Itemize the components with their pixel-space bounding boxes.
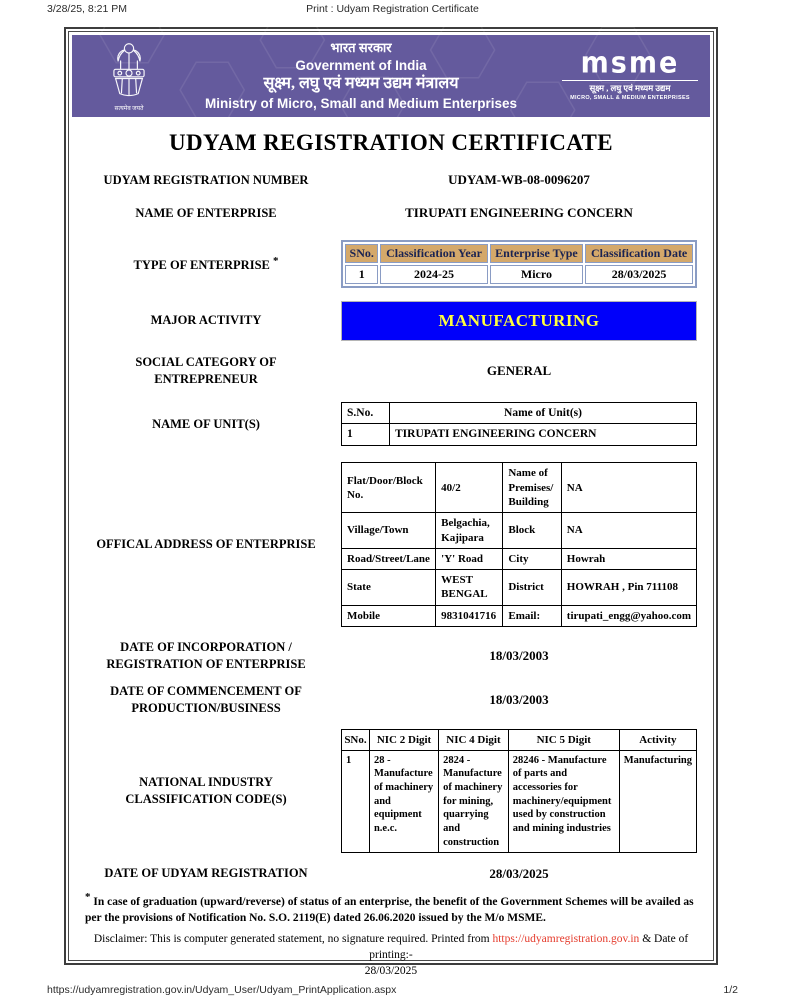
table-cell: Village/Town <box>342 513 436 549</box>
address-label: OFFICAL ADDRESS OF ENTERPRISE <box>96 537 316 552</box>
commencement-date-row <box>85 683 697 717</box>
table-cell: tirupati_engg@yahoo.com <box>561 605 696 626</box>
table-row <box>342 463 697 513</box>
enterprise-name-row <box>85 205 697 222</box>
table-cell: Road/Street/Lane <box>342 548 436 569</box>
social-category-row <box>85 354 697 388</box>
table-row <box>342 605 697 626</box>
table-row <box>342 548 697 569</box>
browser-print-footer <box>47 984 738 996</box>
banner-govt: Government of India <box>295 57 427 73</box>
banner-hindi-ministry: सूक्ष्म, लघु एवं मध्यम उद्यम मंत्रालय <box>263 75 459 93</box>
udyam-portal-link[interactable]: https://udyamregistration.gov.in <box>492 933 640 946</box>
major-activity-value: MANUFACTURING <box>341 301 697 341</box>
commencement-date-label: DATE OF COMMENCEMENT OF PRODUCTION/BUSINESS <box>110 683 302 715</box>
print-footer-url: https://udyamregistration.gov.in/Udyam_User/Udyam_PrintApplication.aspx <box>47 984 397 996</box>
msme-logo-hindi: सूक्ष्म , लघु एवं मध्यम उद्यम <box>562 80 698 94</box>
table-cell: 9831041716 <box>436 605 503 626</box>
address-row <box>85 462 697 627</box>
table-cell: Flat/Door/Block No. <box>342 463 436 513</box>
table-cell: 1 <box>342 750 370 852</box>
table-cell: Micro <box>490 265 584 284</box>
table-cell: NA <box>561 463 696 513</box>
table-header-cell: Activity <box>619 729 696 750</box>
table-cell: 28246 - Manufacture of parts and accessories for machinery/equipment used by construction and mining industries <box>508 750 619 852</box>
footnote: * In case of graduation (upward/reverse) of status of an enterprise, the benefit of the Government Schemes will be availed as per the provisions of Notification No. S.O. 2119(E) dated 26.06.2020 issued by the M/o MSME. <box>85 891 694 925</box>
table-header-cell: Classification Date <box>585 244 693 263</box>
banner-text <box>160 40 562 113</box>
enterprise-name-value: TIRUPATI ENGINEERING CONCERN <box>405 205 633 221</box>
table-cell: District <box>503 570 561 606</box>
units-label: NAME OF UNIT(S) <box>152 416 260 431</box>
certificate-sheet <box>64 27 718 978</box>
table-header-cell: Name of Unit(s) <box>390 402 697 424</box>
table-row <box>342 750 697 852</box>
table-header-cell: SNo. <box>342 729 370 750</box>
table-cell: City <box>503 548 561 569</box>
type-asterisk: * <box>273 254 279 267</box>
table-cell: Belgachia, Kajipara <box>436 513 503 549</box>
certificate-inner-border <box>68 31 714 978</box>
certificate-body <box>69 172 713 980</box>
table-cell: NA <box>561 513 696 549</box>
msme-logo <box>562 46 698 101</box>
table-cell: 28/03/2025 <box>585 265 693 284</box>
enterprise-name-label: NAME OF ENTERPRISE <box>135 205 277 220</box>
disclaimer <box>85 931 697 979</box>
table-cell: 2024-25 <box>380 265 487 284</box>
table-row <box>345 265 693 284</box>
enterprise-type-label: TYPE OF ENTERPRISE * <box>133 254 279 272</box>
banner-ministry: Ministry of Micro, Small and Medium Enterprises <box>204 95 518 111</box>
table-cell: Email: <box>503 605 561 626</box>
incorporation-date-value: 18/03/2003 <box>489 647 549 663</box>
table-header-row <box>342 729 697 750</box>
print-datetime: 3/28/25, 8:21 PM <box>47 3 127 15</box>
table-cell: HOWRAH , Pin 711108 <box>561 570 696 606</box>
certificate-title: UDYAM REGISTRATION CERTIFICATE <box>168 130 613 155</box>
registration-number-label: UDYAM REGISTRATION NUMBER <box>103 173 309 187</box>
printing-date: 28/03/2025 <box>364 965 418 978</box>
nic-label: NATIONAL INDUSTRY CLASSIFICATION CODE(S) <box>125 775 287 806</box>
print-page-title: Print : Udyam Registration Certificate <box>306 3 479 15</box>
table-header-cell: NIC 2 Digit <box>369 729 438 750</box>
table-cell: 2824 - Manufacture of machinery for mining, quarrying and construction <box>439 750 509 852</box>
table-cell: Mobile <box>342 605 436 626</box>
table-header-cell: S.No. <box>342 402 390 424</box>
commencement-date-value: 18/03/2003 <box>489 691 549 707</box>
table-header-cell: Enterprise Type <box>490 244 584 263</box>
india-emblem-icon <box>98 40 160 112</box>
units-table <box>341 402 697 447</box>
table-cell: Name of Premises/ Building <box>503 463 561 513</box>
table-cell: TIRUPATI ENGINEERING CONCERN <box>390 424 697 446</box>
banner-hindi-govt: भारत सरकार <box>330 39 392 55</box>
govt-banner <box>72 35 710 117</box>
table-row <box>342 570 697 606</box>
table-header-cell: NIC 4 Digit <box>439 729 509 750</box>
table-row <box>342 513 697 549</box>
msme-logo-wordmark: msme <box>580 46 680 81</box>
table-cell: 28 - Manufacture of machinery and equipment n.e.c. <box>369 750 438 852</box>
udyam-registration-date-row <box>85 865 697 882</box>
udyam-registration-date-value: 28/03/2025 <box>489 865 549 881</box>
table-header-cell: SNo. <box>345 244 378 263</box>
table-cell: WEST BENGAL <box>436 570 503 606</box>
udyam-registration-date-label: DATE OF UDYAM REGISTRATION <box>104 866 308 881</box>
incorporation-date-label: DATE OF INCORPORATION / REGISTRATION OF ENTERPRISE <box>106 640 306 671</box>
table-row <box>342 424 697 446</box>
browser-print-header <box>0 3 785 17</box>
units-row <box>85 402 697 447</box>
address-table <box>341 462 697 627</box>
emblem-caption: सत्यमेव जयते <box>114 106 144 112</box>
print-footer-page-number: 1/2 <box>723 984 738 996</box>
table-header-row <box>342 402 697 424</box>
table-cell: Manufacturing <box>619 750 696 852</box>
table-cell: State <box>342 570 436 606</box>
major-activity-row <box>85 301 697 341</box>
nic-table <box>341 729 697 854</box>
table-cell: 1 <box>342 424 390 446</box>
registration-number-value: UDYAM-WB-08-0096207 <box>448 172 590 188</box>
enterprise-type-row <box>85 240 697 288</box>
registration-number-row <box>85 172 697 189</box>
social-category-value: GENERAL <box>486 362 552 378</box>
disclaimer-text: Disclaimer: This is computer generated statement, no signature required. Printed from <box>93 933 490 946</box>
table-cell: Howrah <box>561 548 696 569</box>
nic-row <box>85 729 697 854</box>
table-header-row <box>345 244 693 263</box>
classification-table <box>341 240 697 288</box>
footnote-asterisk: * <box>85 891 91 904</box>
social-category-label: SOCIAL CATEGORY OF ENTREPRENEUR <box>135 354 277 386</box>
table-cell: Block <box>503 513 561 549</box>
table-cell: 40/2 <box>436 463 503 513</box>
msme-logo-caption: MICRO, SMALL & MEDIUM ENTERPRISES <box>570 94 690 101</box>
major-activity-label: MAJOR ACTIVITY <box>150 313 262 328</box>
table-cell: 1 <box>345 265 378 284</box>
disclaimer-suffix: & Date of printing:- <box>369 933 689 962</box>
table-cell: 'Y' Road <box>436 548 503 569</box>
table-header-cell: NIC 5 Digit <box>508 729 619 750</box>
table-header-cell: Classification Year <box>380 244 487 263</box>
incorporation-date-row <box>85 639 697 673</box>
